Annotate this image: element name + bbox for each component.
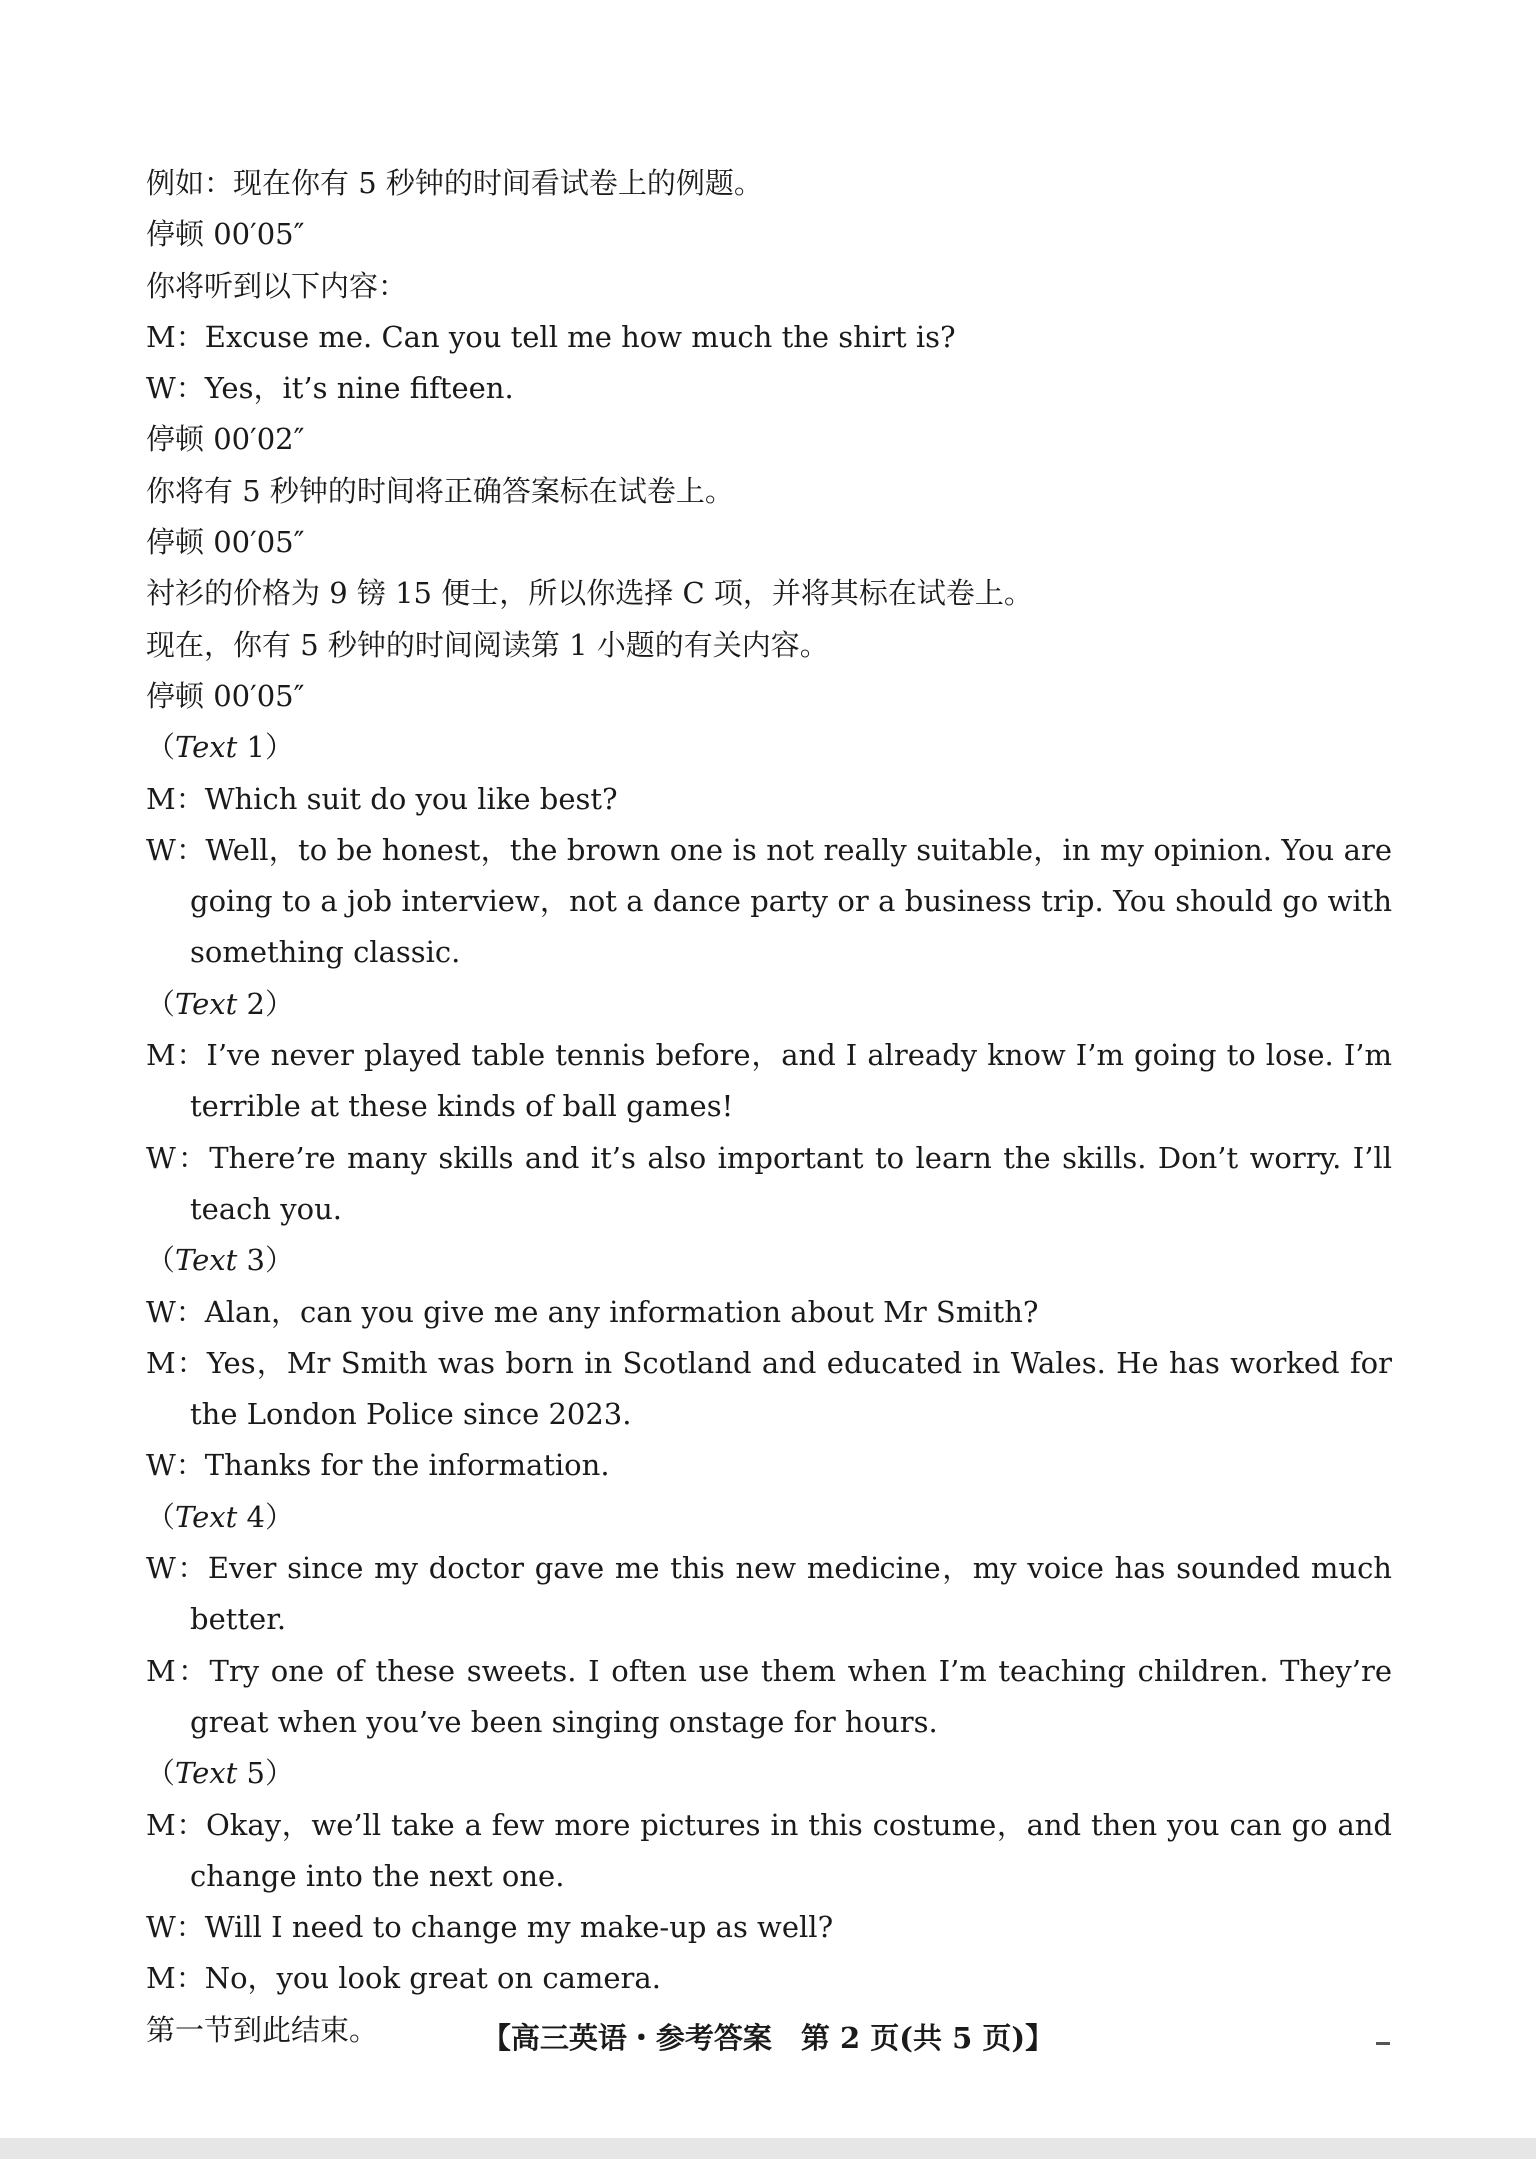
dialogue-turn: M：Okay，we’ll take a few more pictures in this costume，and then you can go and change into the next one. bbox=[146, 1807, 1392, 1893]
intro-line: 停顿 00′05″ bbox=[146, 678, 305, 713]
text-label-open: （ bbox=[146, 1499, 176, 1534]
dialogue-turn: W：Thanks for the information. bbox=[146, 1448, 610, 1483]
dialogue-turn: M：Which suit do you like best? bbox=[146, 781, 618, 816]
scan-edge bbox=[0, 2138, 1536, 2159]
intro-line: 例如：现在你有 5 秒钟的时间看试卷上的例题。 bbox=[146, 166, 763, 200]
closing-line: 第一节到此结束。 bbox=[146, 2012, 379, 2047]
dialogue-turn: W：Alan，can you give me any information about Mr Smith? bbox=[146, 1294, 1039, 1329]
text-label-word: Text bbox=[175, 1243, 238, 1278]
dialogue-turn: M：Try one of these sweets. I often use them when I’m teaching children. They’re great when you’ve been singing onstage for hours. bbox=[146, 1653, 1392, 1739]
dialogue-turn: M：Yes，Mr Smith was born in Scotland and educated in Wales. He has worked for the London Police since 2023. bbox=[146, 1345, 1392, 1432]
text-label-number: 5） bbox=[237, 1756, 294, 1791]
dialogue-turn: W：Ever since my doctor gave me this new medicine，my voice has sounded much better. bbox=[146, 1551, 1392, 1637]
text-3-label bbox=[146, 1235, 1392, 1286]
text-label-open: （ bbox=[146, 1243, 176, 1278]
text-label-number: 4） bbox=[237, 1499, 294, 1534]
text-label-number: 2） bbox=[237, 986, 294, 1021]
intro-line: 你将听到以下内容： bbox=[146, 268, 408, 303]
text-label-number: 3） bbox=[237, 1243, 294, 1278]
intro-line: 停顿 00′05″ bbox=[146, 525, 305, 560]
text-1-label bbox=[146, 722, 1392, 773]
text-5-label bbox=[146, 1748, 1392, 1799]
intro-line: 现在，你有 5 秒钟的时间阅读第 1 小题的有关内容。 bbox=[146, 627, 829, 662]
text-label-word: Text bbox=[175, 986, 238, 1021]
intro-line: M：Excuse me. Can you tell me how much the shirt is? bbox=[146, 319, 956, 354]
dialogue-turn: M：No，you look great on camera. bbox=[146, 1961, 661, 1996]
footer-mark bbox=[1376, 2042, 1390, 2045]
page-footer: 【高三英语・参考答案 第 2 页(共 5 页)】 bbox=[481, 2021, 1055, 2055]
text-4-label bbox=[146, 1492, 1392, 1543]
text-2-label bbox=[146, 979, 1392, 1030]
text-label-open: （ bbox=[146, 730, 176, 765]
document-body bbox=[146, 158, 1392, 2056]
intro-line: 衬衫的价格为 9 镑 15 便士，所以你选择 C 项，并将其标在试卷上。 bbox=[146, 576, 1033, 611]
dialogue-turn: M：I’ve never played table tennis before，and I already know I’m going to lose. I’m terrible at these kinds of ball games! bbox=[146, 1038, 1392, 1124]
text-label-open: （ bbox=[146, 1756, 176, 1791]
dialogue-turn: W：Will I need to change my make-up as well? bbox=[146, 1910, 834, 1945]
dialogue-turn: W：There’re many skills and it’s also important to learn the skills. Don’t worry. I’ll teach you. bbox=[146, 1140, 1392, 1226]
text-label-number: 1） bbox=[237, 730, 294, 765]
text-label-open: （ bbox=[146, 986, 176, 1021]
intro-line: 停顿 00′05″ bbox=[146, 217, 305, 252]
text-label-word: Text bbox=[175, 730, 238, 765]
dialogue-turn: W：Well，to be honest，the brown one is not really suitable，in my opinion. You are going to a job interview，not a dance party or a business trip. You should go with something classic. bbox=[146, 832, 1392, 970]
intro-line: W：Yes，it’s nine fifteen. bbox=[146, 371, 514, 406]
text-label-word: Text bbox=[175, 1499, 238, 1534]
intro-line: 停顿 00′02″ bbox=[146, 422, 305, 457]
intro-line: 你将有 5 秒钟的时间将正确答案标在试卷上。 bbox=[146, 473, 734, 508]
text-label-word: Text bbox=[175, 1756, 238, 1791]
